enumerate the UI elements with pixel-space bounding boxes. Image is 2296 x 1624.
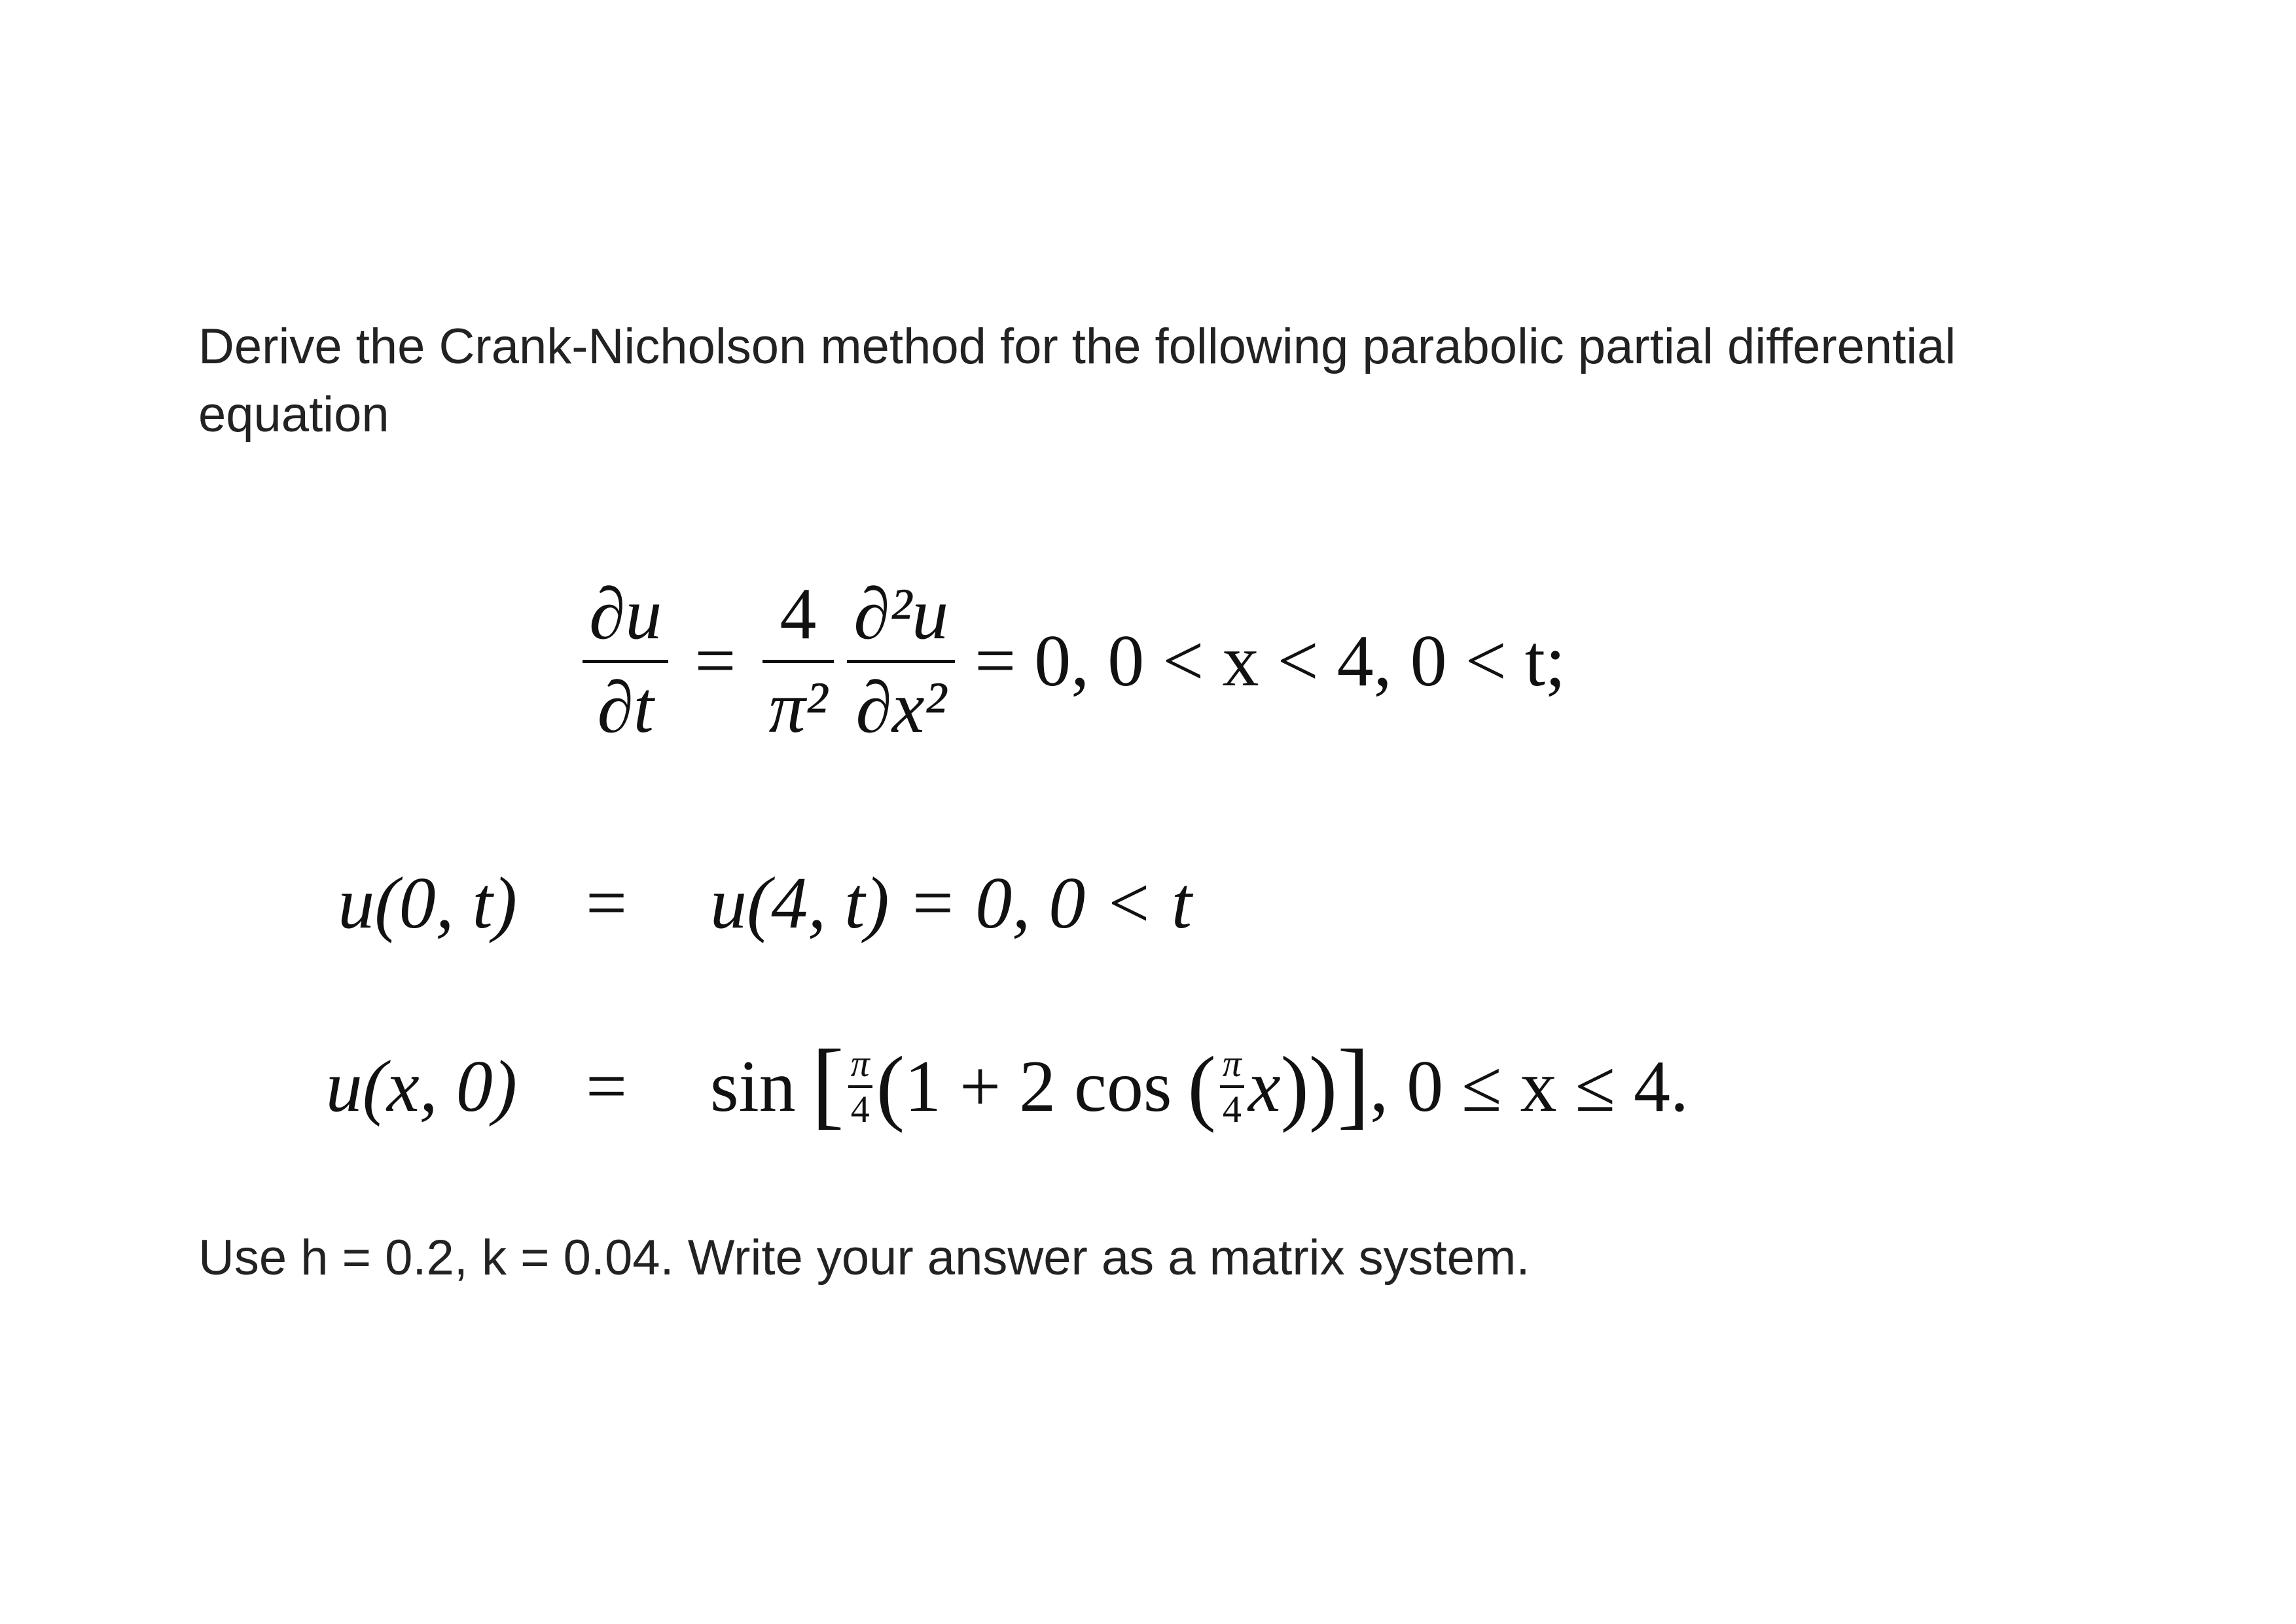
pde-equation bbox=[576, 563, 1566, 759]
dt-denominator: ∂t bbox=[597, 666, 654, 748]
pde-domain: = 0, 0 < x < 4, 0 < t; bbox=[975, 620, 1566, 702]
fraction-bar bbox=[583, 660, 668, 663]
coefficient-denominator: π² bbox=[768, 666, 828, 748]
inner-expression: 1 + 2 cos bbox=[905, 1045, 1172, 1127]
instruction-text: Use h = 0.2, k = 0.04. Write your answer as a matrix system. bbox=[198, 1230, 1530, 1286]
d2u-numerator: ∂²u bbox=[853, 573, 949, 655]
initial-rhs bbox=[710, 1028, 1689, 1146]
coefficient-fraction bbox=[762, 573, 834, 748]
du-numerator: ∂u bbox=[589, 573, 662, 655]
dx2-denominator: ∂x² bbox=[855, 666, 946, 748]
pi-over-4-fraction bbox=[848, 1042, 872, 1130]
pi-over-4-fraction bbox=[1220, 1042, 1244, 1130]
x-variable: x bbox=[1247, 1045, 1281, 1127]
initial-condition bbox=[0, 1028, 2296, 1146]
equals-sign: = bbox=[586, 1045, 628, 1127]
pi-numerator: π bbox=[850, 1042, 870, 1085]
fraction-bar bbox=[762, 660, 834, 663]
right-paren: ) bbox=[1308, 1039, 1338, 1134]
initial-lhs: u(x, 0) bbox=[325, 1045, 517, 1127]
initial-domain: , 0 ≤ x ≤ 4. bbox=[1370, 1045, 1689, 1127]
right-paren: ) bbox=[1280, 1039, 1309, 1134]
second-derivative-fraction bbox=[847, 573, 955, 748]
problem-statement: Derive the Crank-Nicholson method for the following parabolic partial differential equation bbox=[198, 319, 1956, 442]
sin-function: sin bbox=[710, 1045, 796, 1127]
equals-sign: = bbox=[694, 620, 736, 702]
left-paren: ( bbox=[876, 1039, 905, 1134]
four-denominator: 4 bbox=[850, 1088, 870, 1130]
boundary-rhs: u(4, t) = 0, 0 < t bbox=[710, 862, 1192, 944]
boundary-lhs: u(0, t) bbox=[338, 862, 517, 944]
four-denominator: 4 bbox=[1222, 1088, 1242, 1130]
equals-sign: = bbox=[586, 862, 628, 944]
du-dt-fraction bbox=[583, 573, 668, 748]
coefficient-numerator: 4 bbox=[780, 573, 817, 655]
right-square-bracket: ] bbox=[1337, 1030, 1371, 1138]
left-square-bracket: [ bbox=[811, 1030, 844, 1138]
left-paren: ( bbox=[1187, 1039, 1216, 1134]
fraction-bar bbox=[847, 660, 955, 663]
pi-numerator: π bbox=[1222, 1042, 1242, 1085]
boundary-condition bbox=[0, 844, 2296, 962]
